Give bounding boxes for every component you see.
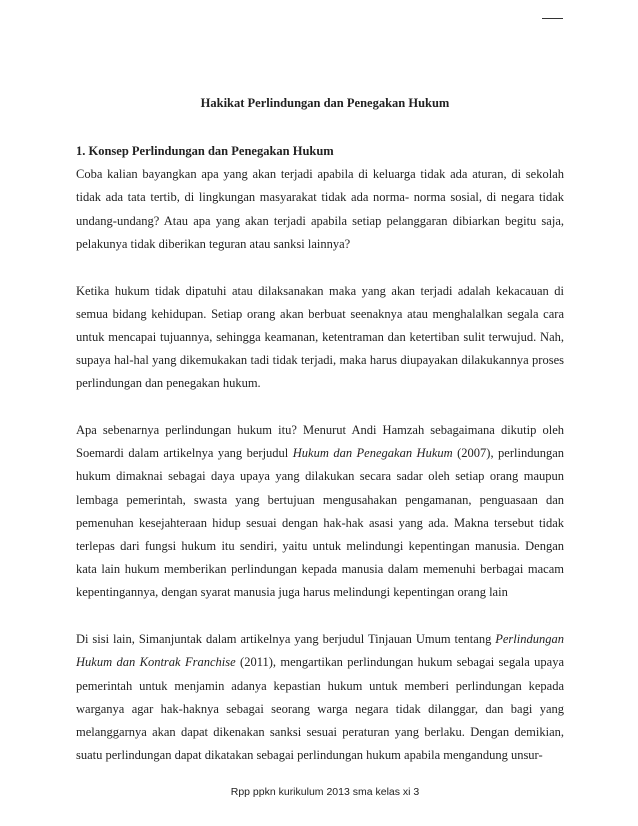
paragraph-3-part-a: Apa sebenarnya perlindungan hukum itu? Menurut Andi Hamzah sebagaimana dikutip oleh Soemardi dalam artikelnya yang berjudul (76, 423, 564, 461)
paragraph-4-italic-title: Perlindungan Hukum dan Kontrak Franchise (76, 632, 564, 670)
document-body (76, 140, 564, 767)
paragraph-2: Ketika hukum tidak dipatuhi atau dilaksanakan maka yang akan terjadi adalah kekacauan di semua bidang kehidupan. Setiap orang akan berbuat seenaknya atau menghalalkan segala cara untuk mencapai tujuannya, sehingga keamanan, ketentraman dan ketertiban sulit terwujud. Nah, supaya hal-hal yang dikemukakan tadi tidak terjadi, maka harus diupayakan dilakukannya proses perlindungan dan penegakan hukum. (76, 283, 564, 391)
page-title: Hakikat Perlindungan dan Penegakan Hukum (200, 96, 450, 110)
paragraph-3-part-b: (2007), perlindungan hukum dimaknai sebagai daya upaya yang dilakukan secara sadar oleh setiap orang maupun lembaga pemerintah, swasta yang bertujuan mengusahakan pengamanan, penguasaan dan pemenuhan kesejahteraan hidup sesuai dengan hak-hak asasi yang ada. Makna tersebut tidak terlepas dari fungsi hukum itu sendiri, yaitu untuk melindungi kepentingan manusia. Dengan kata lain hukum memberikan perlindungan kepada manusia dalam memenuhi berbagai macam kepentingannya, dengan syarat manusia juga harus melindungi kepentingan orang lain (76, 446, 565, 600)
paragraph-3 (76, 419, 564, 605)
paragraph-1: Coba kalian bayangkan apa yang akan terjadi apabila di keluarga tidak ada aturan, di sekolah tidak ada tata tertib, di lingkungan masyarakat tidak ada norma- norma sosial, di negara tidak undang-undang? Atau apa yang akan terjadi apabila setiap pelanggaran dibiarkan begitu saja, pelakunya tidak diberikan teguran atau sanksi lainnya? (76, 167, 564, 251)
header-rule (542, 18, 563, 19)
paragraph-4 (76, 628, 564, 767)
section-heading: 1. Konsep Perlindungan dan Penegakan Hukum (76, 144, 334, 158)
paragraph-4-part-b: (2011), mengartikan perlindungan hukum sebagai segala upaya pemerintah untuk menjamin adanya kepastian hukum untuk memberi perlindungan kepada warganya agar hak-haknya sebagai seorang warga negara tidak dilanggar, dan bagi yang melanggarnya akan dapat dikenakan sanksi sesuai peraturan yang berlaku. Dengan demikian, suatu perlindungan dapat dikatakan sebagai perlindungan hukum apabila mengandung unsur- (76, 655, 565, 763)
paragraph-3-italic-title: Hukum dan Penegakan Hukum (292, 446, 453, 461)
page-footer: Rpp ppkn kurikulum 2013 sma kelas xi 3 (230, 786, 420, 798)
paragraph-4-part-a: Di sisi lain, Simanjuntak dalam artikelnya yang berjudul Tinjauan Umum tentang (76, 632, 496, 647)
